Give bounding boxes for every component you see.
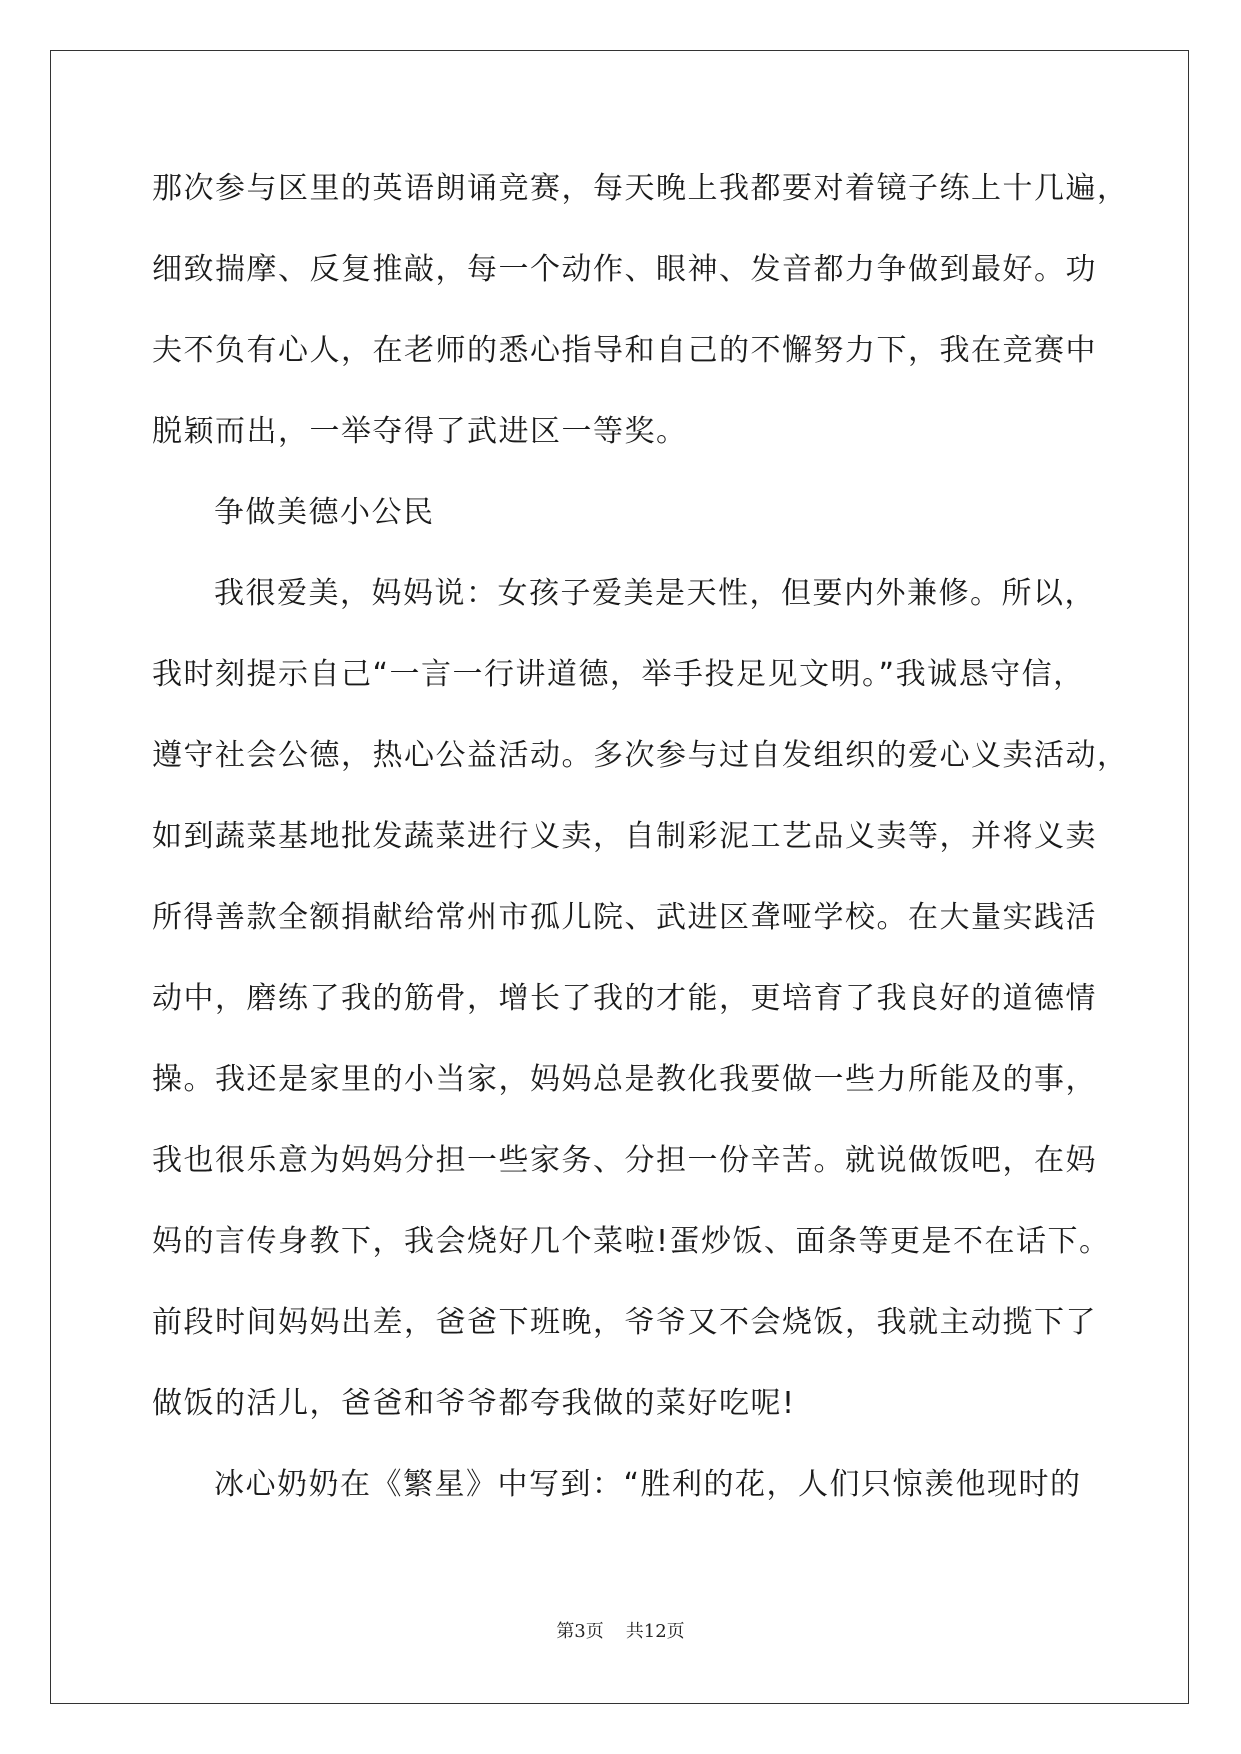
- text-line-11: 动中，磨练了我的筋骨，增长了我的才能，更培育了我良好的道德情: [152, 981, 1097, 1016]
- text-line-1: 那次参与区里的英语朗诵竞赛，每天晚上我都要对着镜子练上十几遍，: [152, 171, 1129, 206]
- page-number: 第3页: [556, 1621, 604, 1642]
- text-line-4: 脱颖而出，一举夺得了武进区一等奖。: [152, 414, 688, 449]
- text-line-8: 遵守社会公德，热心公益活动。多次参与过自发组织的爱心义卖活动，: [152, 738, 1129, 773]
- text-line-3: 夫不负有心人，在老师的悉心指导和自己的不懈努力下，我在竞赛中: [152, 333, 1097, 368]
- text-line-15: 前段时间妈妈出差，爸爸下班晚，爷爷又不会烧饭，我就主动揽下了: [152, 1305, 1097, 1340]
- document-body: [152, 162, 1129, 1539]
- text-line-6: 我很爱美，妈妈说：女孩子爱美是天性，但要内外兼修。所以，: [214, 576, 1096, 611]
- text-line-2: 细致揣摩、反复推敲，每一个动作、眼神、发音都力争做到最好。功: [152, 252, 1097, 287]
- text-line-12: 操。我还是家里的小当家，妈妈总是教化我要做一些力所能及的事，: [152, 1062, 1097, 1097]
- text-line-13: 我也很乐意为妈妈分担一些家务、分担一份辛苦。就说做饭吧，在妈: [152, 1143, 1097, 1178]
- text-line-9: 如到蔬菜基地批发蔬菜进行义卖，自制彩泥工艺品义卖等，并将义卖: [152, 819, 1097, 854]
- page-total: 共12页: [625, 1621, 685, 1642]
- page-footer: [0, 1617, 1241, 1643]
- text-line-7: 我时刻提示自己“一言一行讲道德，举手投足见文明。”我诚恳守信，: [152, 657, 1085, 692]
- text-line-10: 所得善款全额捐献给常州市孤儿院、武进区聋哑学校。在大量实践活: [152, 900, 1097, 935]
- text-line-16: 做饭的活儿，爸爸和爷爷都夸我做的菜好吃呢!: [152, 1386, 796, 1421]
- text-line-17: 冰心奶奶在《繁星》中写到：“胜利的花，人们只惊羡他现时的: [214, 1467, 1082, 1502]
- section-heading: 争做美德小公民: [214, 495, 435, 530]
- text-line-14: 妈的言传身教下，我会烧好几个菜啦!蛋炒饭、面条等更是不在话下。: [152, 1224, 1111, 1259]
